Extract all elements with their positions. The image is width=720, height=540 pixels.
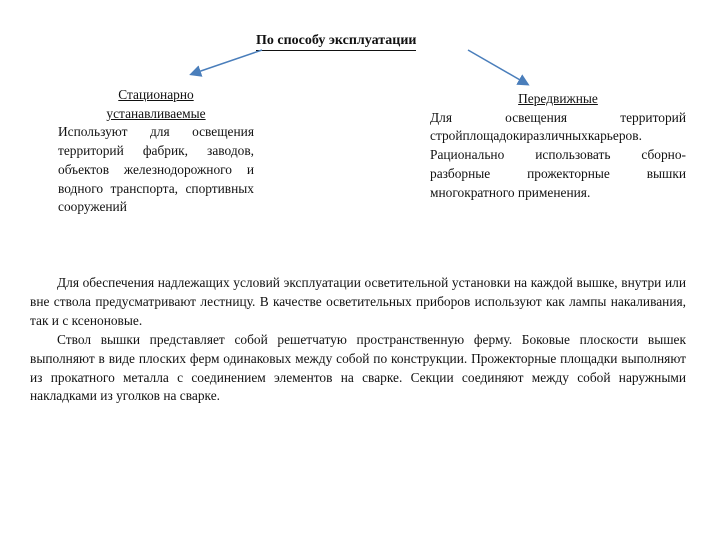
stationary-heading-line2: устанавливаемые <box>106 105 206 121</box>
paragraph-tower-structure: Ствол вышки представляет собой решетчатую пространственную ферму. Боковые плоскости вышек выполняют в виде плоских ферм одинаковых между собой по конструкции. Прожекторные площадки выполняют из прокатного металла с соединением элементов на сварке. Секции соединяют между собой наружными накладками из уголков на сварке. <box>30 331 686 404</box>
mobile-block <box>430 90 686 202</box>
paragraph-ladder: Для обеспечения надлежащих условий эксплуатации осветительной установки на каждой вышке, внутри или вне ствола предусматривают лестницу. В качестве осветительных приборов используют как лампы накаливания, так и с ксеноновые. <box>30 275 686 328</box>
arrow-right <box>468 50 527 84</box>
body-text <box>30 274 686 406</box>
stationary-heading <box>58 86 254 123</box>
arrow-left <box>192 50 262 74</box>
mobile-heading: Передвижные <box>518 91 598 106</box>
mobile-text: Для освещения территорий стройплощадокиразличныхкарьеров. Рационально использовать сборно-разборные прожекторные вышки многократного применения. <box>430 109 686 200</box>
stationary-block <box>58 86 254 217</box>
stationary-heading-line1: Стационарно <box>118 87 194 102</box>
stationary-text: Используют для освещения территорий фабрик, заводов, объектов железнодорожного и водного транспорта, спортивных сооружений <box>58 124 254 215</box>
diagram-title: По способу эксплуатации <box>256 33 416 51</box>
